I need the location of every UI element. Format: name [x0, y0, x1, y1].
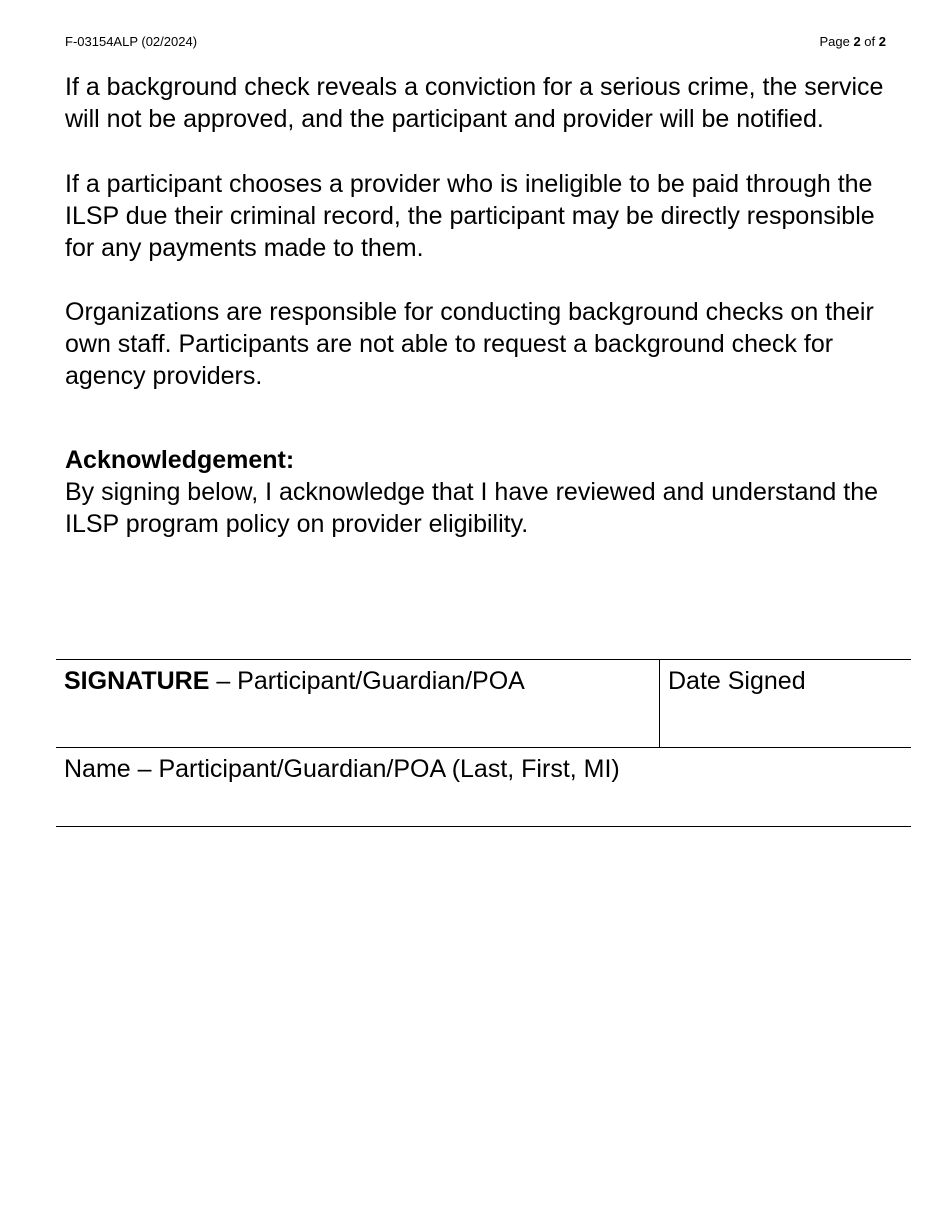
page-header [65, 34, 886, 50]
page-current: 2 [853, 34, 861, 49]
signature-label-bold: SIGNATURE [64, 667, 210, 695]
signature-table [56, 659, 911, 827]
signature-label-rest: – Participant/Guardian/POA [209, 667, 525, 695]
signature-row [56, 660, 911, 748]
document-body [65, 71, 905, 540]
participant-name-label: Name – Participant/Guardian/POA (Last, First, MI) [64, 755, 620, 783]
participant-name-field[interactable] [56, 748, 911, 827]
page-of: of [860, 34, 879, 49]
page-prefix: Page [819, 34, 854, 49]
acknowledgement-heading: Acknowledgement: [65, 446, 295, 474]
date-signed-label: Date Signed [668, 667, 806, 695]
paragraph-organizations: Organizations are responsible for conducting background checks on their own staff. Participants are not able to request a background check for agency providers. [65, 298, 874, 390]
paragraph-conviction: If a background check reveals a conviction for a serious crime, the service will not be approved, and the participant and provider will be notified. [65, 73, 884, 133]
name-row [56, 748, 911, 827]
date-signed-field[interactable] [660, 660, 912, 748]
form-id: F-03154ALP (02/2024) [65, 34, 198, 49]
paragraph-ineligible-provider: If a participant chooses a provider who is ineligible to be paid through the ILSP due their criminal record, the participant may be directly responsible for any payments made to them. [65, 170, 875, 262]
acknowledgement-text: By signing below, I acknowledge that I have reviewed and understand the ILSP program policy on provider eligibility. [65, 478, 879, 538]
signature-field[interactable] [56, 660, 660, 748]
page-total: 2 [878, 34, 886, 49]
page-number [819, 34, 886, 50]
